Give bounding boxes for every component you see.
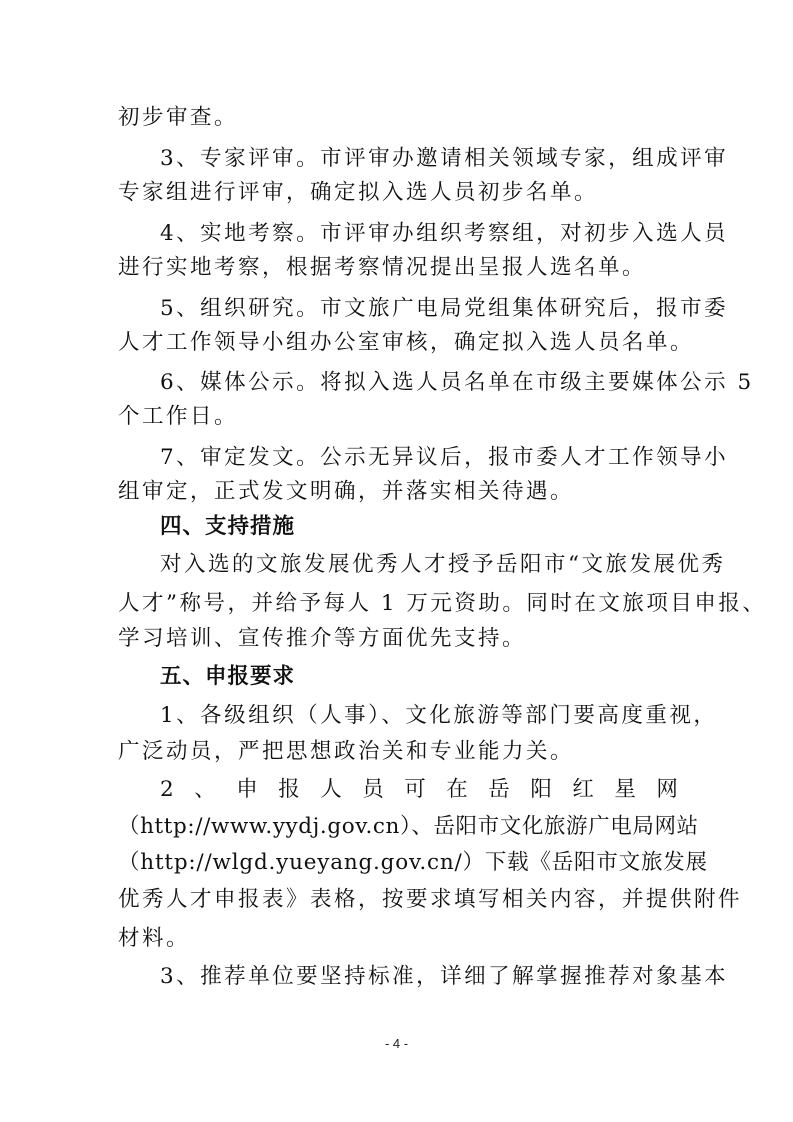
spread-char: 星 xyxy=(614,777,636,802)
paragraph-line: 4、实地考察。市评审办组织考察组，对初步入选人员 xyxy=(160,221,729,246)
paragraph-line: 人才”称号，并给予每人 1 万元资助。同时在文旅项目申报、 xyxy=(118,591,767,616)
paragraph-line: 1、各级组织（人事）、文化旅游等部门要高度重视， xyxy=(160,703,718,728)
paragraph-line: 材料。 xyxy=(118,926,191,951)
spread-paragraph-line xyxy=(160,775,678,805)
spread-char: 在 xyxy=(446,777,468,802)
spread-char: 、 xyxy=(194,777,216,802)
spread-char: 报 xyxy=(278,777,300,802)
page-number: - 4 - xyxy=(384,1036,409,1051)
paragraph-line: 3、推荐单位要坚持标准，详细了解掌握推荐对象基本 xyxy=(160,964,729,989)
paragraph-line: （http://wlgd.yueyang.gov.cn/）下载《岳阳市文旅发展 xyxy=(118,850,708,875)
spread-char: 红 xyxy=(572,777,594,802)
paragraph-line: 个工作日。 xyxy=(118,404,239,429)
paragraph-line: 人才工作领导小组办公室审核，确定拟入选人员名单。 xyxy=(118,330,695,355)
paragraph-line: 专家组进行评审，确定拟入选人员初步名单。 xyxy=(118,180,599,205)
section-heading: 五、申报要求 xyxy=(160,664,296,689)
spread-char: 2 xyxy=(160,777,174,802)
paragraph-line: 5、组织研究。市文旅广电局党组集体研究后，报市委 xyxy=(160,296,729,321)
paragraph-line: 6、媒体公示。将拟入选人员名单在市级主要媒体公示 5 xyxy=(160,370,754,395)
paragraph-line: （http://www.yydj.gov.cn）、岳阳市文化旅游广电局网站 xyxy=(118,814,699,839)
paragraph-line: 初步审查。 xyxy=(118,105,239,130)
paragraph-line: 3、专家评审。市评审办邀请相关领域专家，组成评审 xyxy=(160,146,729,171)
spread-char: 网 xyxy=(656,777,678,802)
spread-char: 可 xyxy=(404,777,426,802)
paragraph-line: 进行实地考察，根据考察情况提出呈报人选名单。 xyxy=(118,255,647,280)
paragraph-line: 学习培训、宣传推介等方面优先支持。 xyxy=(118,626,527,651)
spread-char: 阳 xyxy=(530,777,552,802)
paragraph-line: 组审定，正式发文明确，并落实相关待遇。 xyxy=(118,479,575,504)
spread-char: 人 xyxy=(320,777,342,802)
paragraph-line: 优秀人才申报表》表格，按要求填写相关内容，并提供附件 xyxy=(118,887,743,912)
paragraph-line: 广泛动员，严把思想政治关和专业能力关。 xyxy=(118,739,575,764)
paragraph-line: 7、审定发文。公示无异议后，报市委人才工作领导小 xyxy=(160,445,729,470)
section-heading: 四、支持措施 xyxy=(160,514,296,539)
spread-char: 申 xyxy=(236,777,258,802)
spread-char: 员 xyxy=(362,777,384,802)
paragraph-line: 对入选的文旅发展优秀人才授予岳阳市“文旅发展优秀 xyxy=(160,552,726,577)
spread-char: 岳 xyxy=(488,777,510,802)
